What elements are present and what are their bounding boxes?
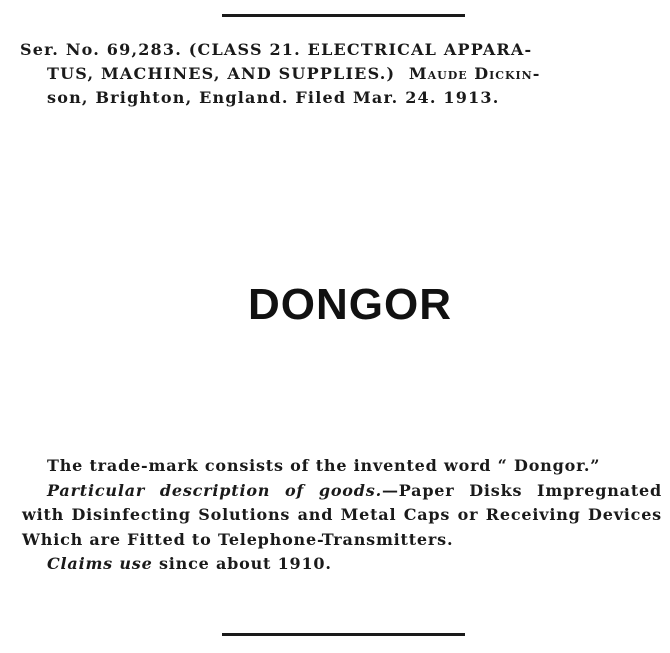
goods-label: Particular description of goods. — [47, 480, 382, 500]
goods-paragraph — [22, 479, 662, 553]
claims-text: since about 1910. — [152, 554, 332, 573]
header-line-location: son, Brighton, England. Filed Mar. 24. 1913. — [47, 88, 500, 107]
header-line-class — [20, 62, 660, 86]
goods-text: —Paper Disks Impregnated with Disinfecting Solutions and Metal Caps or Receiving Devices Which are Fitted to Telephone-Transmitters. — [22, 480, 662, 549]
trademark-description — [22, 454, 662, 577]
bottom-divider — [222, 633, 465, 636]
trademark-word: DONGOR — [248, 280, 452, 329]
statement-paragraph: The trade-mark consists of the invented word “ Dongor.” — [47, 456, 601, 475]
applicant-name: Maude Dickin- — [408, 64, 541, 83]
claims-label: Claims use — [47, 554, 153, 573]
header-line-serial: Ser. No. 69,283. (CLASS 21. ELECTRICAL APPARA- — [20, 40, 533, 59]
top-divider — [222, 14, 465, 17]
registration-header — [20, 38, 660, 110]
class-text: TUS, MACHINES, AND SUPPLIES.) — [47, 64, 396, 83]
claims-paragraph — [22, 552, 662, 577]
